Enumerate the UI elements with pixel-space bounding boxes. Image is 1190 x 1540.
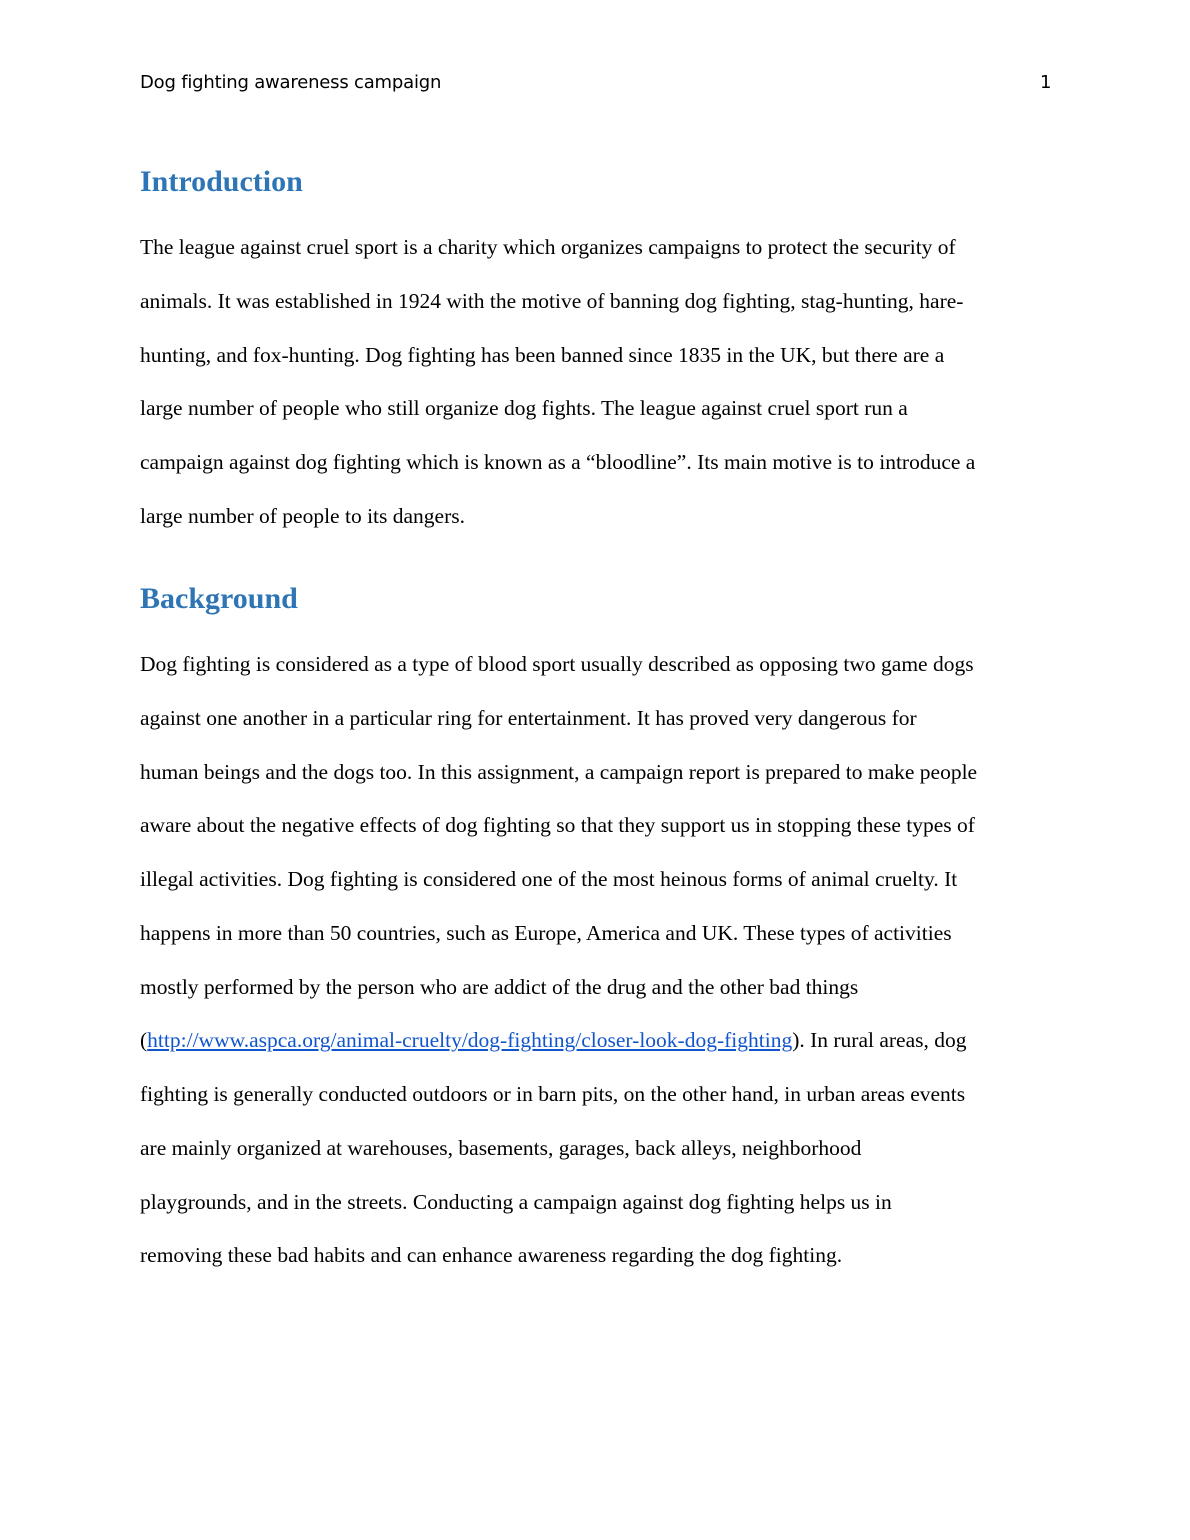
paragraph-line: against one another in a particular ring for entertainment. It has proved very dangerous for [140,705,917,730]
paragraph-line: Dog fighting is considered as a type of blood sport usually described as opposing two game dogs [140,652,974,676]
paragraph-line: illegal activities. Dog fighting is considered one of the most heinous forms of animal cruelty. It [140,867,958,891]
paragraph-line: hunting, and fox-hunting. Dog fighting has been banned since 1835 in the UK, but there are a [140,342,945,367]
background-heading: Background [140,582,298,615]
background-paragraph [140,638,1055,1283]
paragraph-line: playgrounds, and in the streets. Conducting a campaign against dog fighting helps us in [140,1189,892,1214]
paragraph-line: animals. It was established in 1924 with the motive of banning dog fighting, stag-hunting, hare- [140,288,964,313]
link-prefix: ( [140,1028,148,1053]
paragraph-line: human beings and the dogs too. In this assignment, a campaign report is prepared to make people [140,759,978,784]
paragraph-line: large number of people who still organize dog fights. The league against cruel sport run a [140,396,908,421]
paragraph-line: happens in more than 50 countries, such as Europe, America and UK. These types of activities [140,920,952,945]
paragraph-line: large number of people to its dangers. [140,503,465,528]
paragraph-line: are mainly organized at warehouses, basements, garages, back alleys, neighborhood [140,1135,862,1160]
paragraph-line: mostly performed by the person who are addict of the drug and the other bad things [140,974,859,999]
paragraph-line: removing these bad habits and can enhance awareness regarding the dog fighting. [140,1243,843,1268]
aspca-reference-link[interactable]: http://www.aspca.org/animal-cruelty/dog-fighting/closer-look-dog-fighting [147,1028,793,1053]
introduction-heading: Introduction [140,165,303,198]
paragraph-line: The league against cruel sport is a charity which organizes campaigns to protect the security of [140,235,956,259]
paragraph-line: campaign against dog fighting which is known as a “bloodline”. Its main motive is to introduce a [140,450,976,474]
paragraph-line-with-link [140,1014,1055,1068]
running-header-title: Dog fighting awareness campaign [140,72,442,93]
paragraph-line: aware about the negative effects of dog fighting so that they support us in stopping these types of [140,813,975,838]
introduction-paragraph [140,221,1055,544]
paragraph-line: fighting is generally conducted outdoors or in barn pits, on the other hand, in urban areas events [140,1082,966,1106]
link-suffix: ). In rural areas, dog [792,1028,967,1053]
page-number: 1 [1040,72,1052,93]
